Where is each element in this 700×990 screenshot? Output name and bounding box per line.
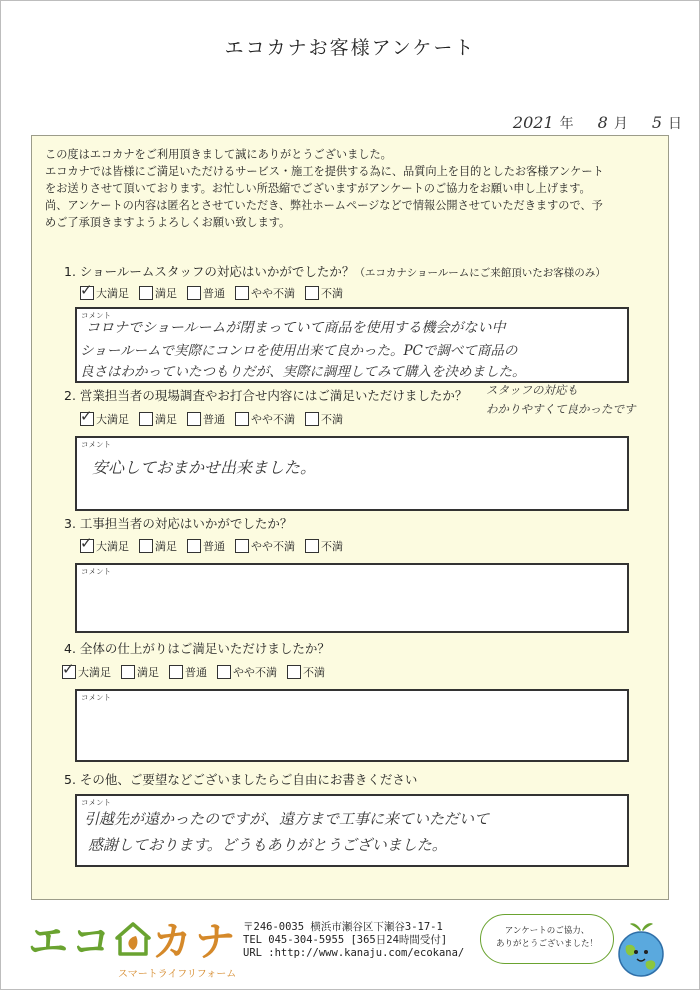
checkbox[interactable] xyxy=(187,286,201,300)
handwritten-comment: 良さはわかっていたつもりだが、実際に調理してみて購入を決めました。 xyxy=(80,364,526,380)
question-number: 4. xyxy=(64,641,76,656)
comment-label: コメント xyxy=(81,798,111,807)
url-line: URL :http://www.kanaju.com/ecokana/ xyxy=(243,947,465,959)
checkbox[interactable] xyxy=(305,539,319,553)
checkbox[interactable] xyxy=(217,665,231,679)
choice-neutral[interactable]: 普通 xyxy=(169,664,207,680)
date-month: 8 xyxy=(597,113,608,132)
checkbox[interactable] xyxy=(80,539,94,553)
house-leaf-icon xyxy=(114,920,152,958)
choice-somewhat-dissatisfied[interactable]: やや不満 xyxy=(235,411,295,427)
choice-very-satisfied[interactable]: ✓ 大満足 xyxy=(80,538,129,554)
intro-line: 尚、アンケートの内容は匿名とさせていただき、弊社ホームページなどで情報公開させていただきますので、予 xyxy=(45,199,603,212)
question-text: 工事担当者の対応はいかがでしたか？ xyxy=(79,516,293,531)
checkbox[interactable] xyxy=(187,539,201,553)
thanks-speech-bubble: アンケートのご協力、 ありがとうございました！ xyxy=(480,914,614,964)
choice-very-satisfied[interactable]: ✓ 大満足 xyxy=(80,285,129,301)
checkbox[interactable] xyxy=(139,412,153,426)
checkbox[interactable] xyxy=(121,665,135,679)
company-address xyxy=(243,921,464,960)
checkbox[interactable] xyxy=(169,665,183,679)
question-1 xyxy=(64,262,606,280)
choice-dissatisfied[interactable]: 不満 xyxy=(305,538,343,554)
comment-box-q3[interactable] xyxy=(75,563,629,633)
choice-satisfied[interactable]: 満足 xyxy=(139,411,177,427)
checkbox[interactable] xyxy=(235,539,249,553)
logo-wordmark: エコ カナ xyxy=(28,919,238,965)
choice-dissatisfied[interactable]: 不満 xyxy=(305,411,343,427)
intro-line: めご了承頂きますようよろしくお願い致します。 xyxy=(45,216,291,229)
choice-very-satisfied[interactable]: ✓ 大満足 xyxy=(62,664,111,680)
choice-satisfied[interactable]: 満足 xyxy=(139,538,177,554)
comment-label: コメント xyxy=(81,567,111,576)
handwritten-side-comment: スタッフの対応も わかりやすくて良かったです xyxy=(486,383,636,416)
choice-somewhat-dissatisfied[interactable]: やや不満 xyxy=(217,664,277,680)
intro-line: エコカナでは皆様にご満足いただけるサービス・施工を提供する為に、品質向上を目的としたお客様アンケート xyxy=(45,165,604,178)
page-title: エコカナお客様アンケート xyxy=(224,37,476,59)
choice-dissatisfied[interactable]: 不満 xyxy=(287,664,325,680)
date-day-label: 日 xyxy=(668,116,682,132)
checkbox[interactable] xyxy=(305,286,319,300)
choices-q2 xyxy=(80,411,353,427)
checkbox[interactable] xyxy=(139,286,153,300)
question-2 xyxy=(64,386,467,404)
address-line: 〒246-0035 横浜市瀬谷区下瀬谷3-17-1 xyxy=(243,921,443,933)
question-number: 3. xyxy=(64,516,76,531)
globe-mascot-icon xyxy=(612,918,670,980)
date-year: 2021 xyxy=(512,113,554,132)
comment-label: コメント xyxy=(81,311,111,320)
choice-satisfied[interactable]: 満足 xyxy=(139,285,177,301)
checkbox[interactable] xyxy=(62,665,76,679)
comment-box-q4[interactable] xyxy=(75,689,629,762)
date-day: 5 xyxy=(651,113,662,132)
choice-neutral[interactable]: 普通 xyxy=(187,538,225,554)
handwritten-comment: 引越先が遠かったのですが、遠方まで工事に来ていただいて xyxy=(84,810,490,828)
question-5 xyxy=(64,770,417,788)
question-3 xyxy=(64,514,292,532)
question-number: 1. xyxy=(64,264,76,279)
checkbox[interactable] xyxy=(235,412,249,426)
comment-label: コメント xyxy=(81,440,111,449)
question-number: 5. xyxy=(64,772,76,787)
checkbox[interactable] xyxy=(80,412,94,426)
date-month-label: 月 xyxy=(613,116,628,132)
comment-box-q5[interactable] xyxy=(75,794,629,867)
checkbox[interactable] xyxy=(287,665,301,679)
handwritten-comment: コロナでショールームが閉まっていて商品を使用する機会がない中 xyxy=(86,320,506,336)
choice-very-satisfied[interactable]: ✓ 大満足 xyxy=(80,411,129,427)
handwritten-comment: 感謝しております。どうもありがとうございました。 xyxy=(88,836,447,854)
question-text: 営業担当者の現場調査やお打合せ内容にはご満足いただけましたか？ xyxy=(79,388,468,403)
choice-dissatisfied[interactable]: 不満 xyxy=(305,285,343,301)
checkbox[interactable] xyxy=(305,412,319,426)
choices-q4 xyxy=(62,664,335,680)
logo-tagline: スマートライフリフォーム xyxy=(118,969,237,980)
choice-neutral[interactable]: 普通 xyxy=(187,285,225,301)
intro-text xyxy=(45,146,665,231)
intro-line: をお送りさせて頂いております。お忙しい所恐縮でございますがアンケートのご協力をお願い申し上げます。 xyxy=(45,182,591,195)
question-text: その他、ご要望などございましたらご自由にお書きください xyxy=(79,772,418,787)
company-logo xyxy=(28,910,238,980)
choices-q1 xyxy=(80,285,353,301)
handwritten-comment: 安心しておまかせ出来ました。 xyxy=(92,458,317,477)
question-note: （エコカナショールームにご来館頂いたお客様のみ） xyxy=(354,267,606,279)
tel-line: TEL 045-304-5955 [365日24時間受付] xyxy=(243,934,448,946)
choice-somewhat-dissatisfied[interactable]: やや不満 xyxy=(235,538,295,554)
checkbox[interactable] xyxy=(235,286,249,300)
survey-date xyxy=(513,113,682,133)
question-text: ショールームスタッフの対応はいかがでしたか？ xyxy=(79,264,355,279)
choice-neutral[interactable]: 普通 xyxy=(187,411,225,427)
checkbox[interactable] xyxy=(187,412,201,426)
choice-somewhat-dissatisfied[interactable]: やや不満 xyxy=(235,285,295,301)
question-4 xyxy=(64,639,330,657)
date-year-label: 年 xyxy=(559,116,574,132)
checkbox[interactable] xyxy=(139,539,153,553)
intro-line: この度はエコカナをご利用頂きまして誠にありがとうございました。 xyxy=(45,148,392,161)
question-number: 2. xyxy=(64,388,76,403)
choice-satisfied[interactable]: 満足 xyxy=(121,664,159,680)
comment-label: コメント xyxy=(81,693,111,702)
checkbox[interactable] xyxy=(80,286,94,300)
choices-q3 xyxy=(80,538,353,554)
handwritten-comment: ショールームで実際にコンロを使用出来て良かった。PCで調べて商品の xyxy=(80,343,518,359)
question-text: 全体の仕上がりはご満足いただけましたか？ xyxy=(79,641,330,656)
